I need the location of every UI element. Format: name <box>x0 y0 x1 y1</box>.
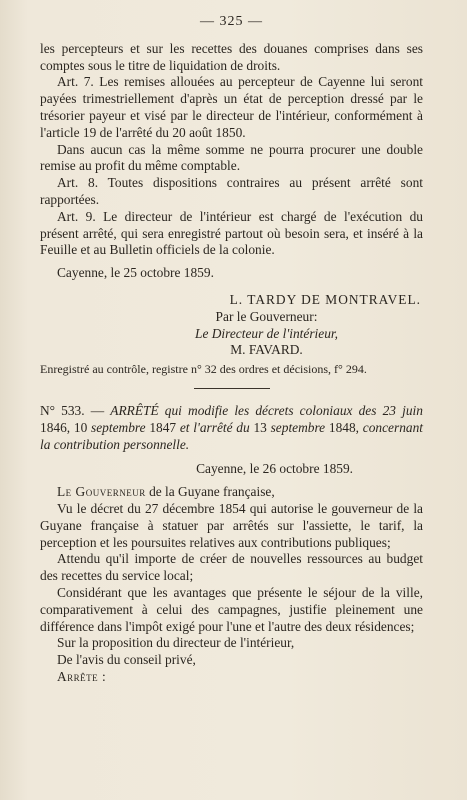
director-name: M. FAVARD. <box>230 342 303 358</box>
heading-part: 1848, <box>328 419 360 435</box>
heading-part: qui modifie les décrets coloniaux des <box>164 402 377 418</box>
arrete-heading <box>40 403 423 453</box>
date-line-2: Cayenne, le 26 octobre 1859. <box>196 461 353 477</box>
heading-part: 23 juin <box>382 402 423 418</box>
gouverneur-rest: de la Guyane française, <box>149 484 275 500</box>
article-9: Art. 9. Le directeur de l'intérieur est chargé de l'exécution du présent arrêté, qui sera enregistré partout où besoin sera, et inséré à la Feuille et au Bulletin officiels de la colonie. <box>40 208 423 258</box>
article-7-continuation: Dans aucun cas la même somme ne pourra procurer une double remise au profit du même comptable. <box>40 141 423 174</box>
heading-part: 10 <box>73 419 88 435</box>
heading-part: 1846, <box>40 419 71 435</box>
heading-part: 1847 <box>149 419 177 435</box>
attendu-paragraph: Attendu qu'il importe de créer de nouvelles ressources au budget des recettes du service local; <box>40 551 423 584</box>
arrete-title-word: ARRÊTÉ <box>110 402 159 418</box>
avis-line: De l'avis du conseil privé, <box>57 652 196 668</box>
gouverneur-line <box>40 484 423 501</box>
proposition-line: Sur la proposition du directeur de l'intérieur, <box>57 635 295 651</box>
heading-part: concernant la contribution personnelle. <box>40 419 424 452</box>
director-title: Le Directeur de l'intérieur, <box>195 325 338 341</box>
heading-part: et l'arrêté du <box>179 419 250 435</box>
heading-part: 13 <box>253 419 267 435</box>
arrete-number: N° 533. — <box>40 402 105 418</box>
vu-paragraph: Vu le décret du 27 décembre 1854 qui autorise le gouverneur de la Guyane française à statuer par arrêtés sur l'assiette, le tarif, la perception et les poursuites relatives aux contributions publiques; <box>40 500 423 550</box>
gouverneur-smallcaps: Le Gouverneur <box>57 484 146 500</box>
section-divider <box>194 388 270 389</box>
page-number: — 325 — <box>200 14 263 29</box>
arrete-word: Arrête : <box>57 668 107 684</box>
registry-note: Enregistré au contrôle, registre n° 32 des ordres et décisions, f° 294. <box>40 362 367 377</box>
article-7: Art. 7. Les remises allouées au percepteur de Cayenne lui seront payées trimestriellement d'après un état de perception dressé par le trésorier payeur et visé par le directeur de l'intérieur, conformément à l'article 19 de l'arrêté du 20 août 1850. <box>40 74 423 140</box>
heading-part: septembre <box>91 419 146 435</box>
signature-governor: L. TARDY DE MONTRAVEL. <box>229 291 421 307</box>
par-le-gouverneur: Par le Gouverneur: <box>215 308 318 324</box>
date-line-1: Cayenne, le 25 octobre 1859. <box>57 265 214 281</box>
paragraph-continued: les percepteurs et sur les recettes des douanes comprises dans ses comptes sous le titre de liquidation de droits. <box>40 40 423 73</box>
heading-part: septembre <box>270 419 326 435</box>
article-8: Art. 8. Toutes dispositions contraires au présent arrêté sont rapportées. <box>40 175 423 207</box>
considerant-paragraph: Considérant que les avantages que présente le séjour de la ville, comparativement à celui des campagnes, justifie pleinement une différence dans l'impôt exigé pour l'une et l'autre des deux résidences; <box>40 584 423 634</box>
